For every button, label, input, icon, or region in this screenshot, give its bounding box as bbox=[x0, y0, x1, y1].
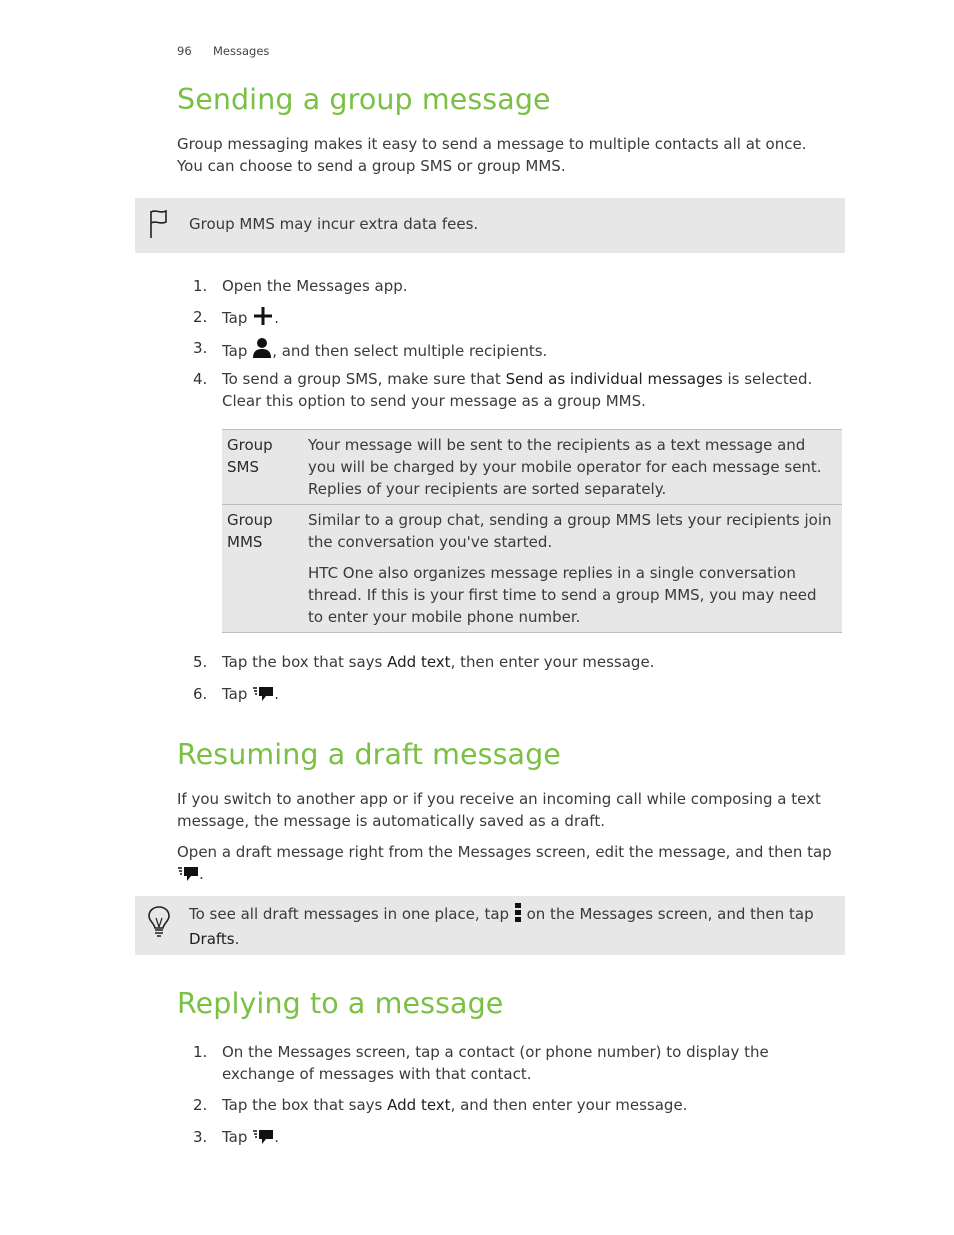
plus-icon bbox=[252, 306, 274, 332]
section-name: Messages bbox=[213, 44, 270, 58]
note-text: Group MMS may incur extra data fees. bbox=[189, 215, 479, 233]
field-name: Add text bbox=[387, 653, 451, 671]
section-title-group-message: Sending a group message bbox=[177, 83, 551, 116]
section-title-reply: Replying to a message bbox=[177, 987, 504, 1020]
table-row: Group MMS Similar to a group chat, sending a group MMS lets your recipients join the conversation you've started. HTC One also organizes message replies in a single conversation thread. If this is your first time to send a group MMS, you may need to enter your mobile phone number. bbox=[222, 505, 842, 633]
draft-paragraph: If you switch to another app or if you receive an incoming call while composing a text message, the message is automatically saved as a draft. bbox=[177, 790, 821, 830]
person-icon bbox=[252, 337, 272, 365]
group-type-table bbox=[222, 429, 842, 633]
tip-box bbox=[135, 896, 845, 955]
section-title-draft: Resuming a draft message bbox=[177, 738, 561, 771]
drafts-option: Drafts bbox=[189, 930, 235, 948]
flag-icon bbox=[147, 208, 169, 244]
send-icon bbox=[252, 1129, 274, 1151]
field-name: Add text bbox=[387, 1096, 451, 1114]
lightbulb-icon bbox=[147, 905, 171, 943]
page-number: 96 bbox=[177, 44, 192, 58]
send-icon bbox=[177, 866, 199, 888]
group-intro: Group messaging makes it easy to send a message to multiple contacts all at once. You can choose to send a group SMS or group MMS. bbox=[177, 135, 807, 175]
draft-paragraph-2: Open a draft message right from the Messages screen, edit the message, and then tap . bbox=[177, 841, 847, 888]
table-row: Group SMS Your message will be sent to the recipients as a text message and you will be charged by your mobile operator for each message sent. Replies of your recipients are sorted separately. bbox=[227, 436, 822, 498]
menu-dots-icon bbox=[514, 902, 522, 928]
note-box bbox=[135, 198, 845, 253]
option-name: Send as individual messages bbox=[505, 370, 723, 388]
tip-text: To see all draft messages in one place, tap on the Messages screen, and then tap Drafts. bbox=[189, 902, 829, 950]
send-icon bbox=[252, 686, 274, 708]
page-header bbox=[177, 44, 269, 58]
